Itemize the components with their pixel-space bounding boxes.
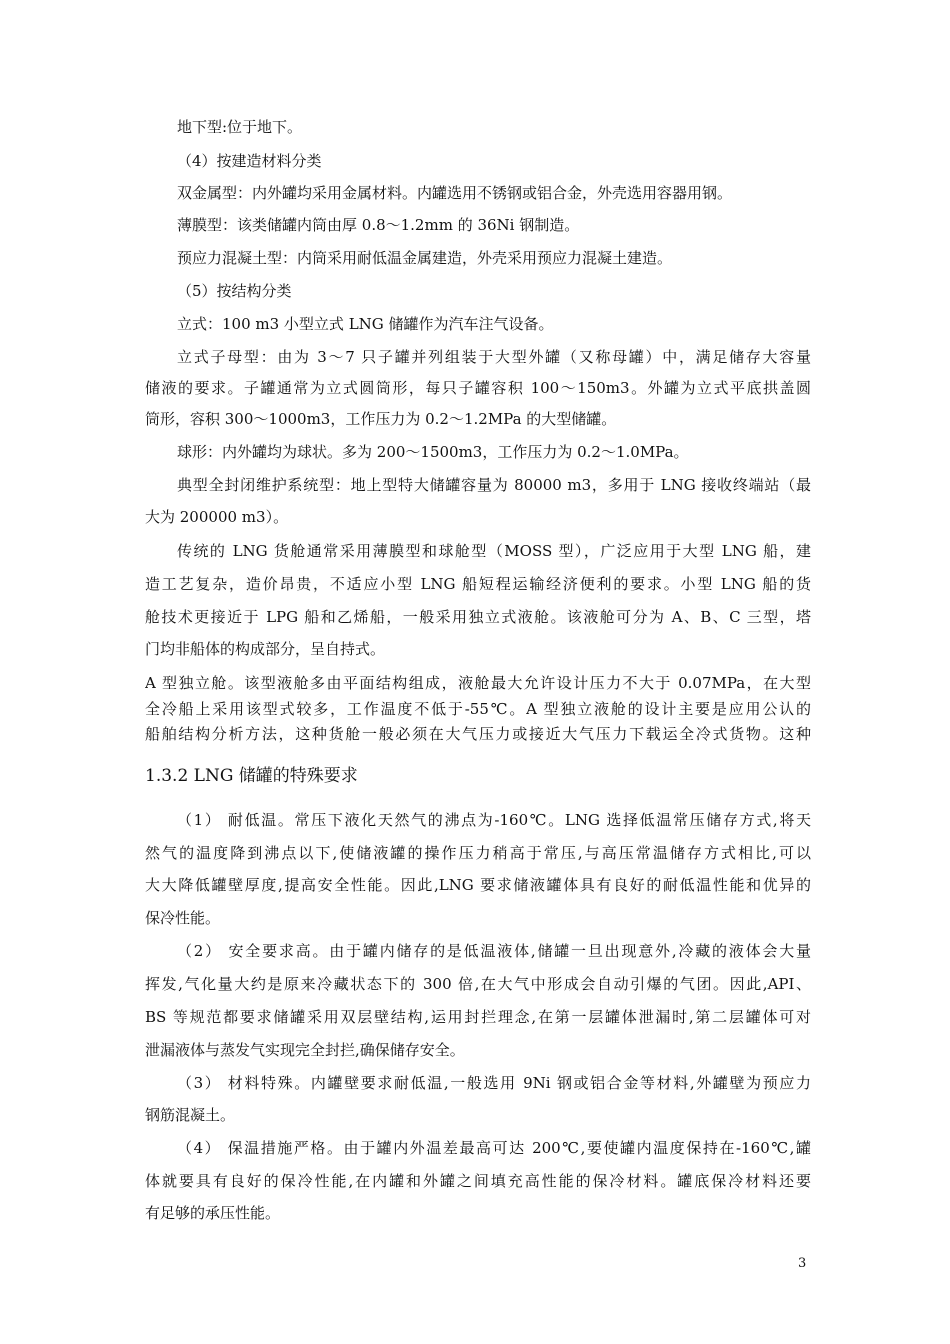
text-line: （1） 耐低温。常压下液化天然气的沸点为-160℃。LNG 选择低温常压储存方式,将天 — [177, 811, 811, 829]
text-line: 造工艺复杂，造价昂贵，不适应小型 LNG 船短程运输经济便利的要求。小型 LNG 船的货 — [145, 575, 811, 593]
text-line: BS 等规范都要求储罐采用双层壁结构,运用封拦理念,在第一层罐体泄漏时,第二层罐体可对 — [145, 1008, 811, 1026]
text-line: （4）按建造材料分类 — [177, 152, 322, 170]
text-line: 保冷性能。 — [145, 909, 221, 927]
text-line: 双金属型：内外罐均采用金属材料。内罐选用不锈钢或铝合金，外壳选用容器用钢。 — [177, 184, 733, 202]
text-line: A 型独立舱。该型液舱多由平面结构组成，液舱最大允许设计压力不大于 0.07MPa，在大型 — [145, 674, 811, 692]
text-line: 典型全封闭维护系统型：地上型特大储罐容量为 80000 m3，多用于 LNG 接收终端站（最 — [177, 476, 811, 494]
text-line: 储液的要求。子罐通常为立式圆筒形，每只子罐容积 100～150m3。外罐为立式平底拱盖圆 — [145, 379, 811, 397]
text-line: 门均非船体的构成部分，呈自持式。 — [145, 640, 386, 658]
text-line: 球形：内外罐均为球状。多为 200～1500m3，工作压力为 0.2～1.0MPa。 — [177, 443, 689, 461]
text-line: 全冷船上采用该型式较多，工作温度不低于-55℃。A 型独立液舱的设计主要是应用公认的 — [145, 700, 811, 718]
text-line: 泄漏液体与蒸发气实现完全封拦,确保储存安全。 — [145, 1041, 465, 1059]
text-line: （4） 保温措施严格。由于罐内外温差最高可达 200℃,要使罐内温度保持在-160℃,罐 — [177, 1139, 811, 1157]
text-line: 挥发,气化量大约是原来冷藏状态下的 300 倍,在大气中形成会自动引爆的气团。因此,API、 — [145, 975, 811, 993]
text-line: 筒形，容积 300～1000m3，工作压力为 0.2～1.2MPa 的大型储罐。 — [145, 410, 617, 428]
text-line: （5）按结构分类 — [177, 282, 292, 300]
text-line: 立式子母型：由为 3～7 只子罐并列组装于大型外罐（又称母罐）中，满足储存大容量 — [177, 348, 811, 366]
section-heading: 1.3.2 LNG 储罐的特殊要求 — [145, 766, 358, 786]
text-line: 传统的 LNG 货舱通常采用薄膜型和球舱型（MOSS 型），广泛应用于大型 LNG 船，建 — [177, 542, 811, 560]
text-line: 大大降低罐壁厚度,提高安全性能。因此,LNG 要求储液罐体具有良好的耐低温性能和优异的 — [145, 876, 811, 894]
text-line: 地下型:位于地下。 — [177, 118, 303, 136]
text-line: （2） 安全要求高。由于罐内储存的是低温液体,储罐一旦出现意外,冷藏的液体会大量 — [177, 942, 811, 960]
text-line: 薄膜型：该类储罐内筒由厚 0.8～1.2mm 的 36Ni 钢制造。 — [177, 216, 580, 234]
text-line: 预应力混凝土型：内筒采用耐低温金属建造，外壳采用预应力混凝土建造。 — [177, 249, 673, 267]
text-line: 有足够的承压性能。 — [145, 1204, 281, 1222]
text-line: 船舶结构分析方法，这种货舱一般必须在大气压力或接近大气压力下载运全冷式货物。这种 — [145, 725, 811, 743]
text-line: 体就要具有良好的保冷性能,在内罐和外罐之间填充高性能的保冷材料。罐底保冷材料还要 — [145, 1172, 811, 1190]
text-line: 立式：100 m3 小型立式 LNG 储罐作为汽车注气设备。 — [177, 315, 554, 333]
text-line: 舱技术更接近于 LPG 船和乙烯船，一般采用独立式液舱。该液舱可分为 A、B、C 三型，塔 — [145, 608, 811, 626]
page-number: 3 — [798, 1256, 807, 1271]
text-line: 然气的温度降到沸点以下,使储液罐的操作压力稍高于常压,与高压常温储存方式相比,可以 — [145, 844, 811, 862]
text-line: 大为 200000 m3）。 — [145, 508, 289, 526]
text-line: （3） 材料特殊。内罐壁要求耐低温,一般选用 9Ni 钢或铝合金等材料,外罐壁为预应力 — [177, 1074, 811, 1092]
text-line: 钢筋混凝土。 — [145, 1106, 236, 1124]
